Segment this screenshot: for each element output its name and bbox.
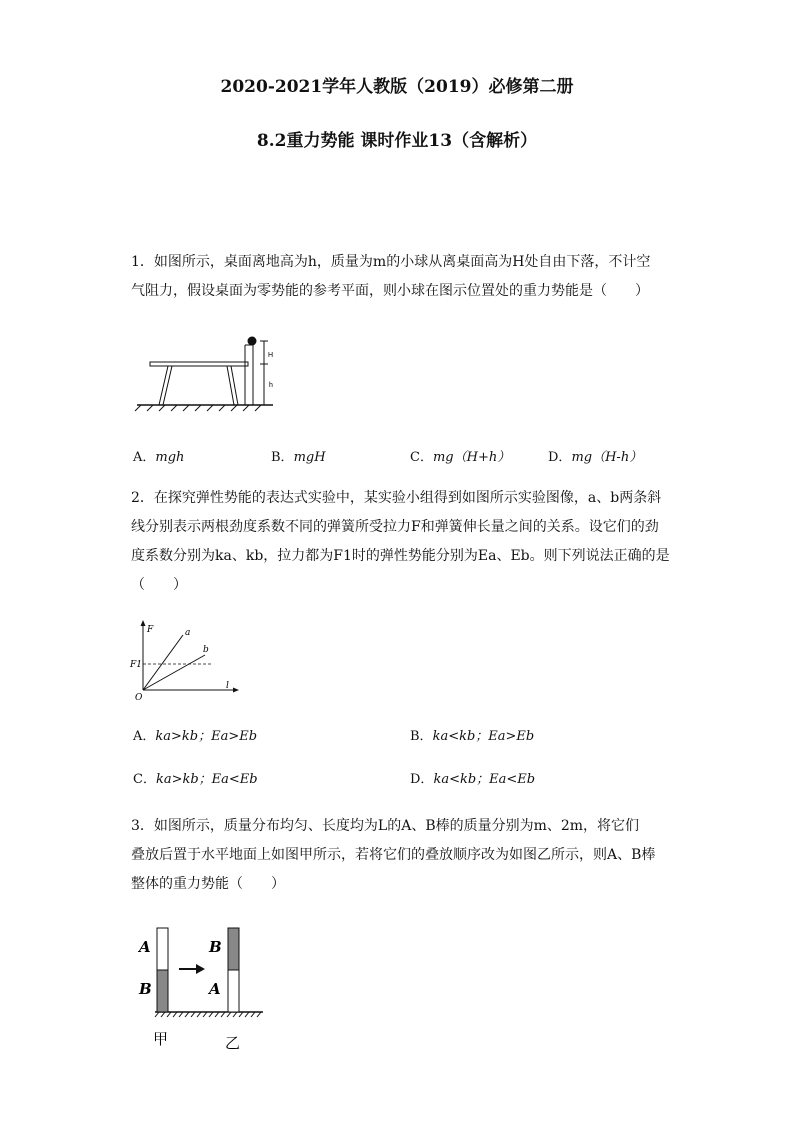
q3-stem (131, 812, 671, 899)
label-yi: 乙 (225, 1034, 241, 1052)
rod-a-jia (157, 928, 168, 970)
line-a (143, 635, 183, 690)
label-jia: 甲 (153, 1030, 169, 1048)
rod-b-jia (157, 970, 168, 1012)
q2-line2: 线分别表示两根劲度系数不同的弹簧所受拉力F和弹簧伸长量之间的关系。设它们的劲 (131, 519, 659, 535)
q2-option-b[interactable]: B．ka<kb；Ea>Eb (410, 729, 535, 744)
q2-line1: 2．在探究弹性势能的表达式实验中，某实验小组得到如图所示实验图像，a、b两条斜 (131, 490, 662, 506)
q2-line4: （ ） (131, 577, 187, 593)
label-H: H (268, 352, 274, 359)
axis-label-l: l (226, 681, 229, 691)
line-b (143, 655, 205, 690)
label-h: h (269, 382, 273, 389)
q2-option-c[interactable]: C．ka>kb；Ea<Eb (133, 772, 258, 787)
q1-line2: 气阻力，假设桌面为零势能的参考平面，则小球在图示位置处的重力势能是（ ） (131, 283, 649, 299)
rod-b-yi (228, 928, 239, 970)
q1-table-figure (133, 335, 283, 415)
label-a-jia: A (139, 938, 151, 956)
doc-title-line1: 2020-2021学年人教版（2019）必修第二册 (220, 77, 574, 97)
q1-line1: 1．如图所示，桌面离地高为h，质量为m的小球从离桌面高为H处自由下落，不计空 (131, 254, 651, 270)
label-a: a (185, 628, 191, 638)
label-b-jia: B (139, 980, 152, 998)
q2-option-a[interactable]: A．ka>kb；Ea>Eb (133, 729, 258, 744)
q1-stem (131, 248, 671, 306)
rod-a-yi (228, 970, 239, 1012)
q3-line3: 整体的重力势能（ ） (131, 876, 285, 892)
origin-label: O (135, 693, 143, 703)
label-b-yi: B (209, 938, 222, 956)
q3-rods-figure (133, 920, 273, 1055)
q2-force-graph (130, 620, 243, 703)
q1-option-d[interactable]: D．mg（H-h） (548, 450, 643, 465)
q1-option-c[interactable]: C．mg（H+h） (410, 450, 511, 465)
label-b: b (203, 645, 209, 655)
q2-stem (131, 484, 671, 600)
doc-title-line2: 8.2重力势能 课时作业13（含解析） (256, 131, 538, 151)
q3-line1: 3．如图所示，质量分布均匀、长度均为L的A、B棒的质量分别为m、2m，将它们 (131, 818, 640, 834)
axis-label-F: F (147, 625, 154, 635)
q1-option-b[interactable]: B．mgH (271, 450, 326, 465)
f1-label: F1 (130, 660, 142, 670)
q2-line3: 度系数分别为ka、kb，拉力都为F1时的弹性势能分别为Ea、Eb。则下列说法正确的是 (131, 548, 670, 564)
ball-icon (248, 337, 257, 346)
label-a-yi: A (209, 980, 221, 998)
q1-option-a[interactable]: A．mgh (133, 450, 185, 465)
q3-line2: 叠放后置于水平地面上如图甲所示，若将它们的叠放顺序改为如图乙所示，则A、B棒 (131, 847, 656, 863)
q2-option-d[interactable]: D．ka<kb；Ea<Eb (410, 772, 536, 787)
